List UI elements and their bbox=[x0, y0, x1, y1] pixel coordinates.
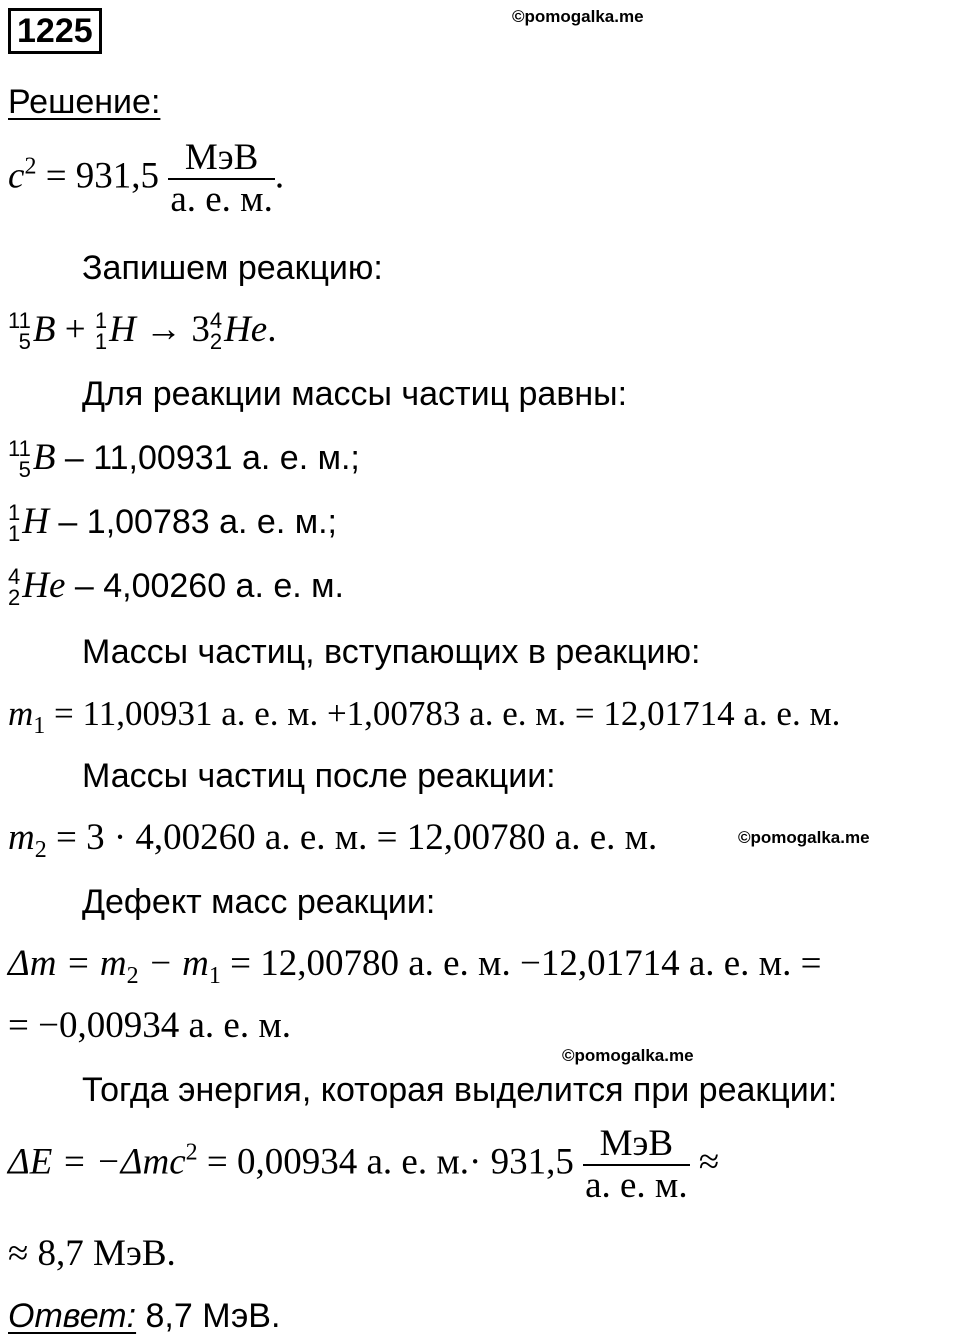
mass-number: 1 bbox=[94, 307, 108, 333]
atomic-number: 1 bbox=[94, 328, 108, 354]
mev-per-amu-fraction bbox=[168, 138, 275, 220]
hydrogen-nuclide bbox=[95, 308, 136, 354]
period: . bbox=[274, 155, 285, 197]
m1-expression: = 11,00931 а. е. м. +1,00783 а. е. м. = 12,01714 а. е. м. bbox=[45, 694, 841, 733]
subscript: 1 bbox=[33, 713, 46, 739]
element-symbol: He bbox=[22, 565, 66, 606]
dm-expression: = 12,00780 а. е. м. −12,01714 а. е. м. = bbox=[220, 943, 822, 984]
answer-value: 8,7 МэВ. bbox=[136, 1297, 281, 1335]
solution-label: Решение: bbox=[8, 83, 161, 121]
dm-minus-m: − m bbox=[138, 943, 209, 984]
particle-masses-heading: Для реакции массы частиц равны: bbox=[82, 375, 628, 413]
m1-heading: Массы частиц, вступающих в реакцию: bbox=[82, 633, 701, 671]
de-lhs: ΔE = −Δmc bbox=[8, 1141, 186, 1183]
watermark-lower: ©pomogalka.me bbox=[562, 1046, 694, 1065]
reaction-arrow: → 3 bbox=[135, 309, 210, 350]
boron-mass-value: – 11,00931 а. е. м.; bbox=[55, 439, 360, 477]
fraction-denominator: а. е. м. bbox=[170, 179, 273, 220]
energy-heading: Тогда энергия, которая выделится при реакции: bbox=[82, 1071, 838, 1109]
mass-number: 11 bbox=[8, 307, 31, 333]
mass-number: 4 bbox=[8, 563, 21, 589]
element-symbol: B bbox=[32, 309, 56, 350]
mass-symbol: m bbox=[8, 694, 34, 733]
element-symbol: H bbox=[109, 309, 136, 350]
exponent: 2 bbox=[185, 1139, 198, 1166]
subscript: 2 bbox=[126, 963, 139, 989]
period: . bbox=[267, 309, 277, 350]
subscript: 1 bbox=[208, 963, 221, 989]
element-symbol: He bbox=[224, 309, 268, 350]
hydrogen-mass-value: – 1,00783 а. е. м.; bbox=[48, 503, 338, 541]
boron-mass-line bbox=[8, 436, 360, 482]
watermark-top: ©pomogalka.me bbox=[512, 7, 644, 26]
atomic-number: 2 bbox=[8, 584, 21, 610]
subscript: 2 bbox=[34, 837, 47, 863]
mass-defect-heading: Дефект масс реакции: bbox=[82, 883, 436, 921]
m2-formula bbox=[8, 816, 658, 863]
approx-sign: ≈ bbox=[689, 1141, 720, 1183]
hydrogen-mass-line bbox=[8, 500, 337, 546]
write-reaction-text: Запишем реакцию: bbox=[82, 249, 383, 287]
mass-defect-formula bbox=[8, 942, 822, 989]
c-value: = 931,5 bbox=[36, 155, 169, 197]
answer-line bbox=[8, 1296, 280, 1336]
mass-defect-result: = −0,00934 а. е. м. bbox=[8, 1005, 291, 1046]
problem-number: 1225 bbox=[8, 8, 102, 54]
c-squared-formula bbox=[8, 138, 284, 220]
dm-lhs: Δm = m bbox=[8, 943, 127, 984]
watermark-middle: ©pomogalka.me bbox=[738, 828, 870, 847]
atomic-number: 5 bbox=[18, 328, 31, 354]
m2-heading: Массы частиц после реакции: bbox=[82, 757, 556, 795]
answer-label: Ответ: bbox=[8, 1297, 137, 1335]
element-symbol: B bbox=[32, 437, 56, 478]
fraction-numerator: МэВ bbox=[599, 1123, 674, 1164]
m1-formula bbox=[8, 692, 841, 739]
m2-expression: = 3 · 4,00260 а. е. м. = 12,00780 а. е. м. bbox=[46, 817, 658, 858]
fraction-numerator: МэВ bbox=[184, 137, 259, 178]
mass-number: 11 bbox=[8, 435, 31, 461]
atomic-number: 2 bbox=[209, 328, 223, 354]
boron-nuclide bbox=[8, 308, 55, 354]
energy-formula bbox=[8, 1124, 719, 1206]
mev-per-amu-fraction bbox=[583, 1124, 690, 1206]
mass-number: 4 bbox=[209, 307, 223, 333]
element-symbol: H bbox=[22, 501, 49, 542]
c-symbol: c bbox=[8, 155, 25, 197]
mass-symbol: m bbox=[8, 817, 35, 858]
mass-number: 1 bbox=[8, 499, 21, 525]
energy-result: ≈ 8,7 МэВ. bbox=[8, 1233, 176, 1274]
plus-sign: + bbox=[55, 309, 95, 350]
fraction-denominator: а. е. м. bbox=[585, 1165, 688, 1206]
atomic-number: 5 bbox=[18, 456, 31, 482]
helium-mass-value: – 4,00260 а. е. м. bbox=[65, 567, 344, 605]
helium-mass-line bbox=[8, 564, 344, 610]
c-exponent: 2 bbox=[24, 153, 37, 180]
de-expression: = 0,00934 а. е. м.· 931,5 bbox=[197, 1141, 584, 1183]
atomic-number: 1 bbox=[8, 520, 21, 546]
helium-nuclide bbox=[210, 308, 267, 354]
reaction-equation bbox=[8, 308, 276, 354]
